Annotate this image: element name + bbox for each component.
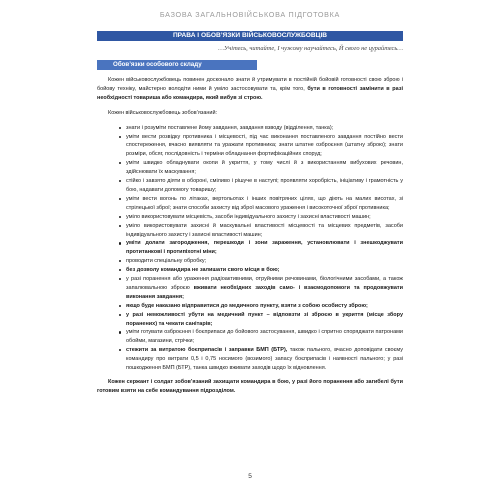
- list-item: [119, 195, 403, 213]
- list-item-text: уміти швидко обладнувати окопи й укриття, у тому числі й з використанням вибухових речовин, здійснювати їх маскування;: [126, 160, 403, 176]
- list-item: [119, 177, 403, 195]
- list-item-bold-text: без дозволу командира не залишати свого місця в бою;: [126, 267, 280, 274]
- intro-text: Кожен військовослужбовець повинен досконало знати й утримувати в постійній бойовій готовності свою зброю і бойову техніку, майстерно володіти ними й уміло застосовувати та, крім того,: [97, 77, 403, 92]
- list-item: [119, 257, 403, 266]
- closing-paragraph: Кожен сержант і солдат зобов’язаний захищати командира в бою, у разі його поранення або загибелі бути готовим взяти на себе командування підрозділом.: [97, 379, 403, 394]
- list-item-text: у разі поранення або ураження радіоактивними, отруйними речовинами, біологічними засобами, а також запалювальною зброєю: [126, 276, 403, 291]
- intro-bold-text: бути в готовності замінити в разі необхідності товариша або командира, який вибув зі строю.: [97, 85, 403, 101]
- list-item-text: уміти готувати озброєння і боєприпаси до бойового застосування, швидко і спритно споряджати патронами обойми, магазини, стрічки;: [126, 329, 403, 345]
- list-item-bold-text: у разі неможливості убути на медичний пункт – відповзти зі зброєю в укриття (місце збору поранених) та чекати санітарів;: [126, 311, 403, 327]
- epigraph: …Учітесь, читайте, І чужому научайтесь, Й свого не цурайтесь…: [218, 45, 403, 52]
- list-item: [119, 213, 403, 222]
- list-item: [119, 222, 403, 240]
- list-item: [119, 302, 403, 311]
- intro-paragraph: [97, 76, 403, 103]
- section-title: ПРАВА І ОБОВ’ЯЗКИ ВІЙСЬКОВОСЛУЖБОВЦІВ: [97, 31, 403, 41]
- page-number: 5: [248, 473, 252, 480]
- list-item: [119, 124, 403, 133]
- list-item-bold-text: вживати необхідних заходів само- і взаємодопомоги та продовжувати виконання завдання;: [126, 284, 403, 300]
- list-item: [119, 266, 403, 275]
- list-item-text: знати і розуміти поставлене йому завдання, завдання взводу (відділення, танка);: [126, 124, 334, 131]
- list-item-bold-text: стежити за витратою боєприпасів і заправки БМП (БТР),: [126, 347, 288, 354]
- list-item-text: стійко і завзято діяти в обороні, сміливо і рішуче в наступі; проявляти хоробрість, ініціативу і грамотність у бою, надавати допомогу товаришу;: [126, 178, 403, 193]
- list-item-bold-text: якщо буде наказано відправитися до медичного пункту, взяти з собою особисту зброю;: [126, 302, 368, 309]
- duties-list: [97, 124, 403, 373]
- list-item-bold-text: уміти долати загородження, перешкоди і зони зараження, установлювати і знешкоджувати протитанкові і протипіхотні міни;: [126, 240, 403, 256]
- list-item-text: також пального, вчасно доповідати своєму командиру про витрати 0,5 і 0,75 носимого (возимого) запасу боєприпасів і наявності пального; у разі пошкодження БМП (БТР), танка швидко вживати заходів щодо їх відновлення.: [126, 347, 404, 372]
- list-item: [119, 346, 403, 373]
- list-item: [119, 311, 403, 329]
- list-item: [119, 275, 403, 302]
- list-item-text: уміти вести вогонь по літаках, вертольотах і інших повітряних цілях, що діють на малих висотах, зі стрілецької зброї; знати способи захисту від зброї масового ураження і високоточної зброї противника;: [126, 195, 403, 211]
- body-text: [97, 76, 403, 396]
- list-item-text: уміти вести розвідку противника і місцевості, під час виконання поставленого завдання постійно вести спостереження, вчасно виявляти та уражати противника; знати штатне озброєння (штатну зброю); знати розміри, обсяг, послідовність і терміни обладнання фортифікаційних споруд;: [126, 133, 403, 158]
- list-item: [119, 159, 403, 177]
- duties-heading: Кожен військовослужбовець зобов’язаний:: [108, 109, 218, 116]
- list-item: [119, 239, 403, 257]
- list-item-text: проводити спеціальну обробку;: [126, 258, 207, 265]
- list-item: [119, 328, 403, 346]
- running-header: БАЗОВА ЗАГАЛЬНОВІЙСЬКОВА ПІДГОТОВКА: [159, 10, 341, 19]
- list-item-text: уміло використовувати захисні й маскувальні властивості місцевості та місцевих предметів, засоби індивідуального захисту і захисні властивості машин;: [126, 222, 403, 238]
- list-item-text: уміло використовувати місцевість, засоби індивідуального захисту і захисні властивості машин;: [126, 213, 371, 220]
- list-item: [119, 133, 403, 160]
- subsection-title: Обов’язки особового складу: [97, 60, 257, 70]
